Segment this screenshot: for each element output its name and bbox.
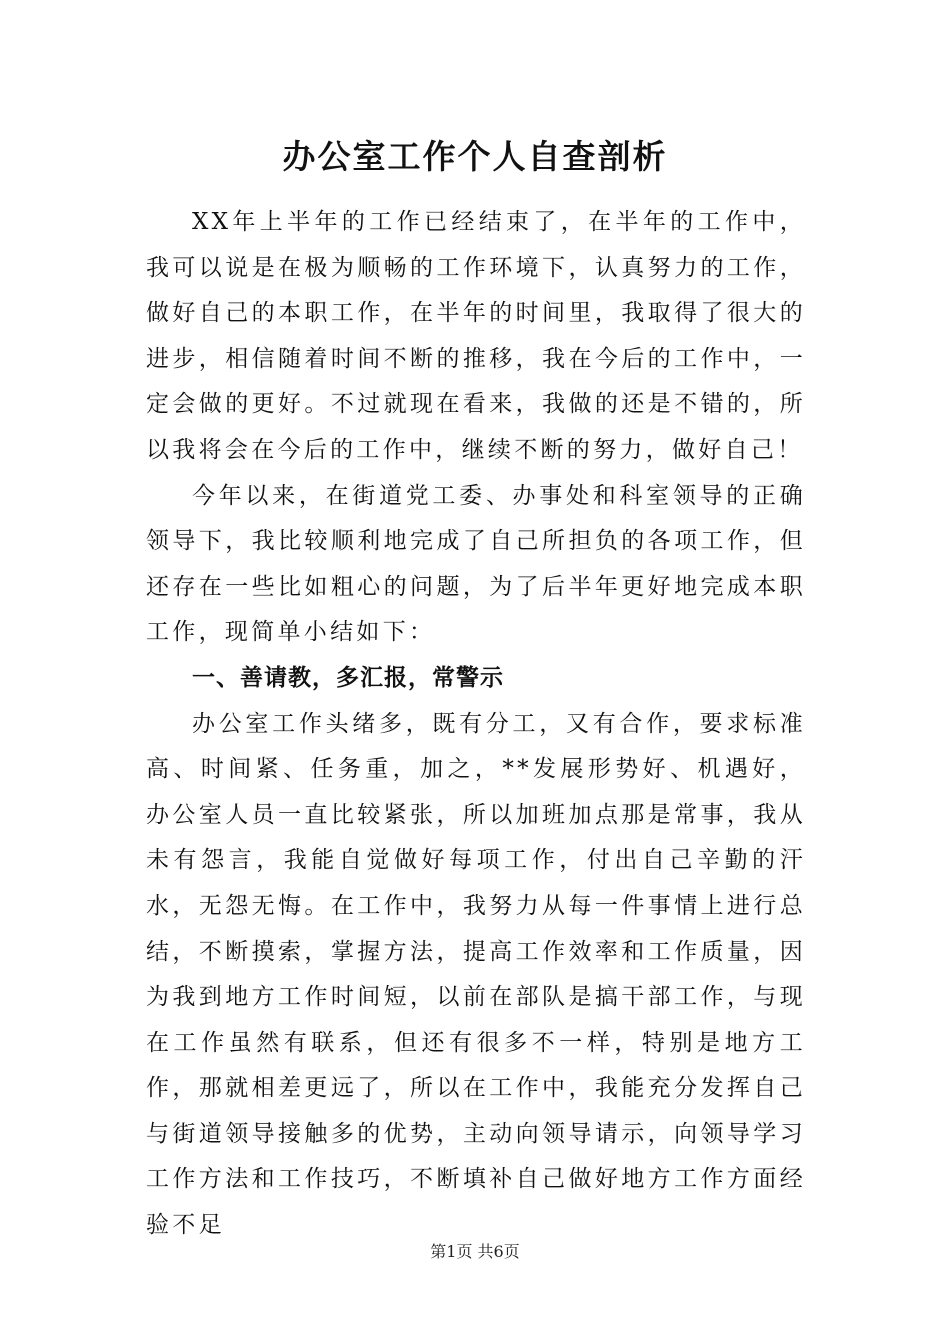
paragraph-intro: XX年上半年的工作已经结束了，在半年的工作中，我可以说是在极为顺畅的工作环境下，认真努力的工作，做好自己的本职工作，在半年的时间里，我取得了很大的进步，相信随着时间不断的推移，我在今后的工作中，一定会做的更好。不过就现在看来，我做的还是不错的，所以我将会在今后的工作中，继续不断的努力，做好自己！ [146,209,806,463]
document-title: 办公室工作个人自查剖析 [282,137,668,176]
paragraph-summary: 今年以来，在街道党工委、办事处和科室领导的正确领导下，我比较顺利地完成了自己所担负的各项工作，但还存在一些比如粗心的问题，为了后半年更好地完成本职工作，现简单小结如下： [146,482,806,646]
section-heading: 一、善请教，多汇报，常警示 [192,664,504,691]
paragraph-section-1: 办公室工作头绪多，既有分工，又有合作，要求标准高、时间紧、任务重，加之，**发展形势好、机遇好，办公室人员一直比较紧张，所以加班加点那是常事，我从未有怨言，我能自觉做好每项工作，付出自己辛勤的汗水，无怨无悔。在工作中，我努力从每一件事情上进行总结，不断摸索，掌握方法，提高工作效率和工作质量，因为我到地方工作时间短，以前在部队是搞干部工作，与现在工作虽然有联系，但还有很多不一样，特别是地方工作，那就相差更远了，所以在工作中，我能充分发挥自己与街道领导接触多的优势，主动向领导请示，向领导学习工作方法和工作技巧，不断填补自己做好地方工作方面经验不足 [146,710,806,1239]
document-body [146,200,806,1249]
page-footer: 第1页 共6页 [430,1242,520,1261]
